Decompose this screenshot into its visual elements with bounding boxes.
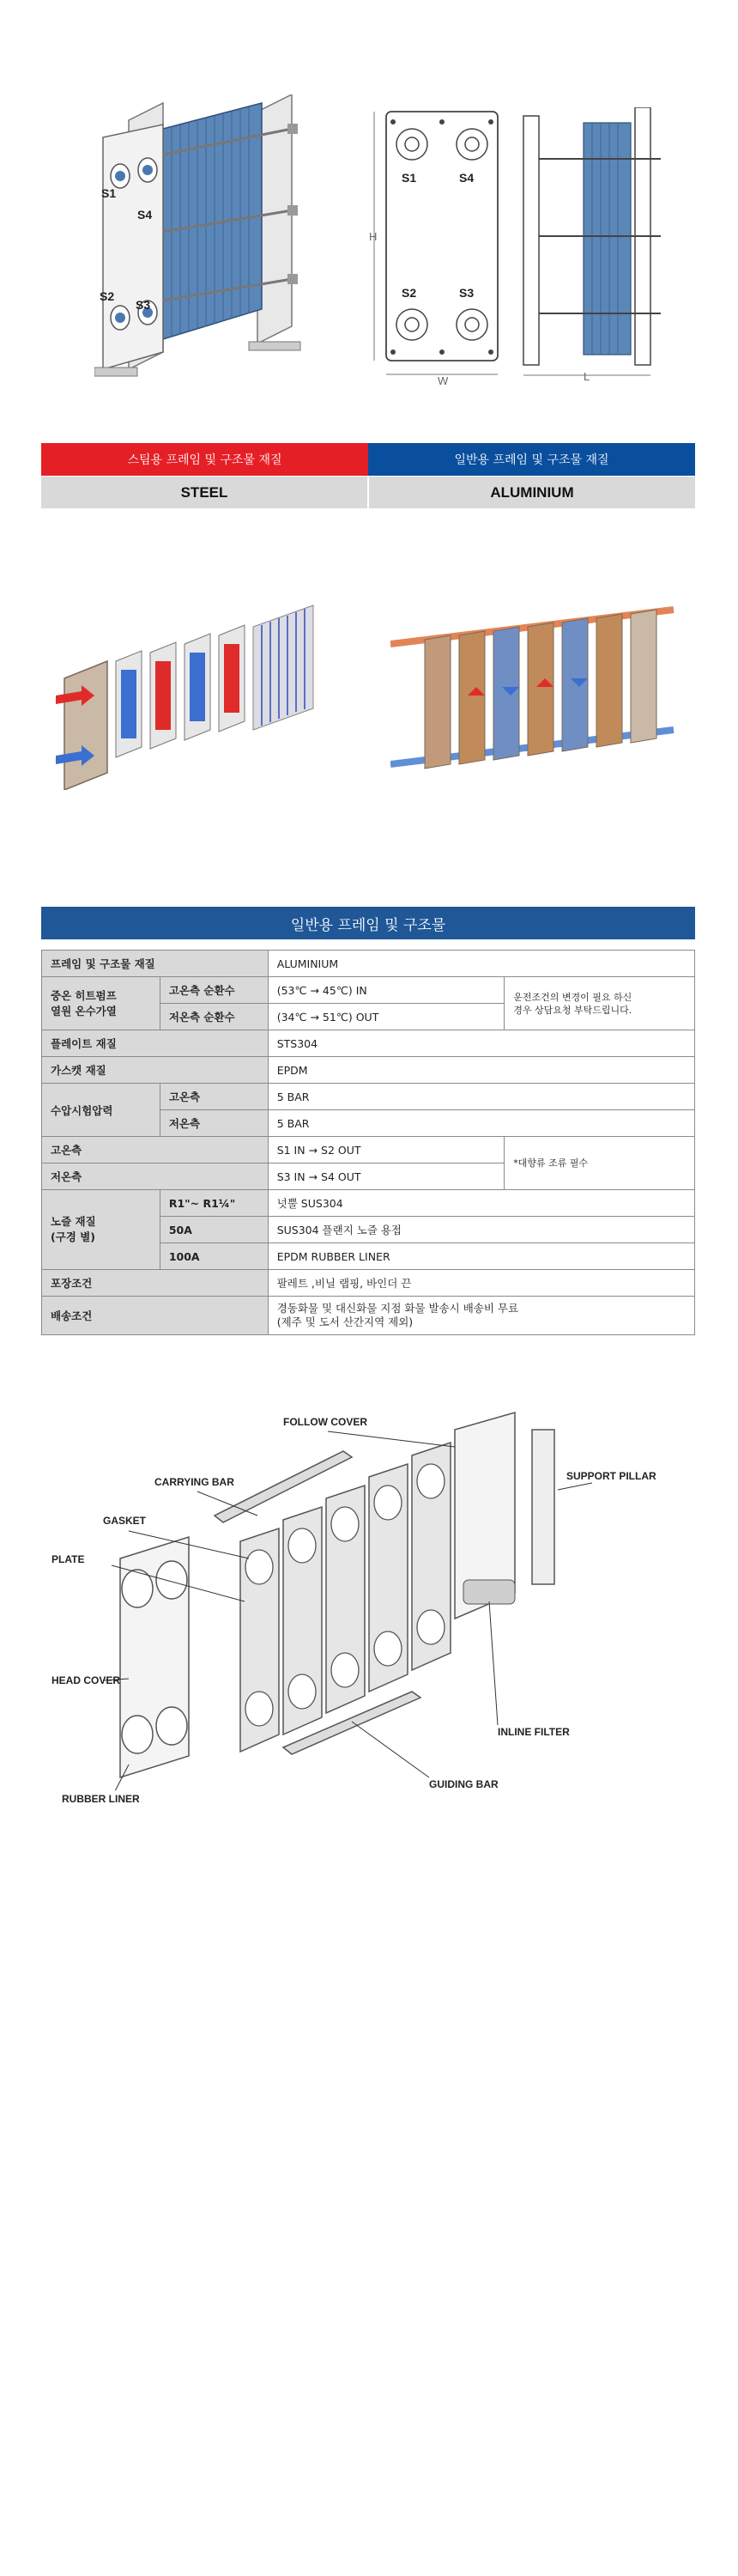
frame-material-value: ALUMINIUM — [268, 951, 694, 977]
dim-label-h: H — [369, 230, 378, 243]
frame-material-values — [41, 477, 695, 508]
packing-label: 포장조건 — [42, 1270, 269, 1297]
test-pressure-hot-value: 5 BAR — [268, 1084, 694, 1110]
consult-note: 운전조건의 변경이 필요 하신 경우 상담요청 부탁드립니다. — [505, 977, 695, 1030]
plate-material-value: STS304 — [268, 1030, 694, 1057]
table-row — [42, 1270, 695, 1297]
port-label-s2: S2 — [402, 286, 417, 300]
nozzle-size-2-value: SUS304 플랜지 노즐 용접 — [268, 1217, 694, 1243]
shipping-label: 배송조건 — [42, 1297, 269, 1335]
test-pressure-cold-value: 5 BAR — [268, 1110, 694, 1137]
label-follow-cover: FOLLOW COVER — [283, 1416, 367, 1428]
test-pressure-label: 수압시험압력 — [42, 1084, 160, 1137]
table-row — [42, 1190, 695, 1217]
test-pressure-cold-label: 저온측 — [160, 1110, 268, 1137]
nozzle-size-1-value: 넛뿔 SUS304 — [268, 1190, 694, 1217]
flow-hot-label: 고온측 — [42, 1137, 269, 1163]
nozzle-size-3-label: 100A — [160, 1243, 268, 1270]
gasket-material-label: 가스캣 재질 — [42, 1057, 269, 1084]
packing-value: 팔레트 ,비닐 랩핑, 바인더 끈 — [268, 1270, 694, 1297]
label-guiding-bar: GUIDING BAR — [429, 1778, 499, 1790]
table-row — [42, 1297, 695, 1335]
counterflow-note: *대향류 조류 필수 — [505, 1137, 695, 1190]
table-row — [42, 1084, 695, 1110]
cold-circulation-label: 저온측 순환수 — [160, 1004, 268, 1030]
table-row — [42, 1137, 695, 1163]
label-gasket: GASKET — [103, 1515, 147, 1527]
hot-circulation-value: (53℃ → 45℃) IN — [268, 977, 505, 1004]
label-head-cover: HEAD COVER — [51, 1674, 121, 1686]
plate-flow-illustration-steam — [56, 601, 339, 790]
port-label-s4: S4 — [137, 208, 153, 222]
dim-label-w: W — [438, 374, 449, 386]
port-label-s3: S3 — [136, 298, 151, 312]
table-row — [42, 951, 695, 977]
cold-circulation-value: (34℃ → 51℃) OUT — [268, 1004, 505, 1030]
label-inline-filter: INLINE FILTER — [498, 1726, 570, 1738]
nozzle-size-2-label: 50A — [160, 1217, 268, 1243]
dim-label-l: L — [584, 370, 590, 382]
general-frame-material: ALUMINIUM — [367, 477, 695, 508]
frame-material-label: 프레임 및 구조물 재질 — [42, 951, 269, 977]
heat-exchanger-iso-illustration — [94, 94, 335, 378]
table-row — [42, 1030, 695, 1057]
heat-exchanger-side-drawing — [515, 107, 669, 382]
steam-frame-material: STEEL — [180, 483, 228, 501]
label-rubber-liner: RUBBER LINER — [62, 1793, 140, 1805]
port-label-s1: S1 — [402, 171, 417, 185]
test-pressure-hot-label: 고온측 — [160, 1084, 268, 1110]
nozzle-material-label: 노즐 재질 (구경 별) — [42, 1190, 160, 1270]
label-plate: PLATE — [51, 1553, 85, 1565]
label-carrying-bar: CARRYING BAR — [154, 1476, 234, 1488]
port-label-s2: S2 — [100, 289, 115, 303]
spec-table — [41, 950, 695, 1335]
port-label-s3: S3 — [459, 286, 475, 300]
label-support-pillar: SUPPORT PILLAR — [566, 1470, 656, 1482]
frame-material-header — [41, 443, 695, 476]
heat-exchanger-front-drawing — [369, 103, 515, 386]
table-row — [42, 977, 695, 1004]
flow-cold-value: S3 IN → S4 OUT — [268, 1163, 505, 1190]
nozzle-size-3-value: EPDM RUBBER LINER — [268, 1243, 694, 1270]
nozzle-size-1-label: R1"~ R1¼" — [160, 1190, 268, 1217]
gasket-material-value: EPDM — [268, 1057, 694, 1084]
table-row — [42, 1057, 695, 1084]
steam-frame-label: 스팀용 프레임 및 구조물 재질 — [41, 443, 368, 476]
hot-circulation-label: 고온측 순환수 — [160, 977, 268, 1004]
heatpump-group-label: 중온 히트펌프 열원 온수가열 — [42, 977, 160, 1030]
plate-flow-illustration-general — [390, 592, 682, 799]
exploded-parts-diagram — [51, 1395, 687, 1790]
port-label-s1: S1 — [101, 186, 117, 200]
flow-hot-value: S1 IN → S2 OUT — [268, 1137, 505, 1163]
plate-material-label: 플레이트 재질 — [42, 1030, 269, 1057]
spec-table-title: 일반용 프레임 및 구조물 — [41, 907, 695, 939]
shipping-value: 경동화물 및 대신화물 지점 화물 발송시 배송비 무료 (제주 및 도서 산간지역 제외) — [268, 1297, 694, 1335]
general-frame-label: 일반용 프레임 및 구조물 재질 — [368, 443, 695, 476]
flow-cold-label: 저온측 — [42, 1163, 269, 1190]
port-label-s4: S4 — [459, 171, 475, 185]
